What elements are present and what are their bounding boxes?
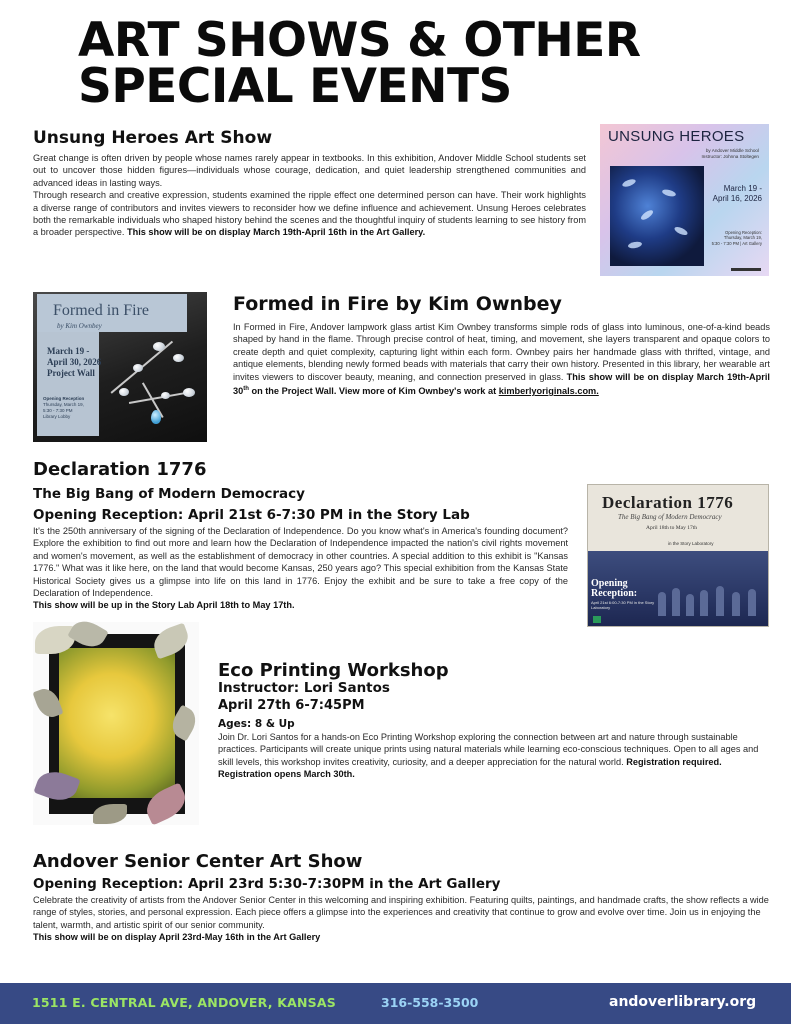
senior-center-display-note: This show will be on display April 23rd-May 16th in the Art Gallery	[33, 932, 321, 943]
poster-byline	[679, 148, 759, 160]
poster-byline-1: by Andover Middle School	[705, 148, 759, 153]
poster-title: Declaration 1776	[602, 493, 734, 512]
eco-printing-instructor: Instructor: Lori Santos	[218, 680, 390, 696]
poster-opening	[591, 579, 637, 599]
formed-in-fire-description	[233, 321, 770, 398]
poster-reception-3: 5:30 - 7:30 PM | Art Gallery	[711, 240, 762, 246]
senior-center-body: Celebrate the creativity of artists from the Andover Senior Center in this welcoming and inspiring exhibition. Featuring quilts, paintings, and handmade crafts, the show reflects a wide range of styles, stories, and personal expression. Each piece offers a glimpse into the experiences and creativity that continue to grow and evolve over time. Join us in enjoying the talent, warmth, and artistic spirit of our senior community.	[33, 895, 769, 930]
eco-printing-artwork	[33, 622, 199, 825]
footer-phone[interactable]: 316-558-3500	[381, 995, 479, 1010]
footer-bar	[0, 983, 791, 1024]
poster-reception-title: Opening Reception	[43, 396, 85, 401]
pearl-bead	[153, 342, 165, 351]
poster-logo	[593, 616, 601, 623]
poster-opening-1: Opening	[591, 578, 628, 589]
eco-printing-body: Join Dr. Lori Santos for a hands-on Eco Printing Workshop exploring the connection between art and nature through sustainable practices. Participants will create unique prints using natural materials while learning eco-conscious techniques. Open to all ages and skill levels, this workshop invites creativity, curiosity, and a deeper appreciation for the natural world.	[218, 732, 759, 767]
declaration-poster	[587, 484, 769, 627]
poster-date-2: April 16, 2026	[712, 194, 762, 203]
display-note-text-2: on the Project Wall. View more of Kim Ownbey's work at	[248, 386, 499, 397]
poster-date-1: March 19 -	[47, 346, 90, 356]
declaration-subtitle: The Big Bang of Modern Democracy	[33, 486, 305, 502]
artwork-print	[59, 648, 175, 798]
poster-dates	[712, 184, 762, 204]
poster-reception	[710, 230, 762, 246]
senior-center-title: Andover Senior Center Art Show	[33, 851, 363, 872]
eco-printing-ages: Ages: 8 & Up	[218, 718, 295, 730]
eco-printing-title: Eco Printing Workshop	[218, 660, 449, 681]
poster-logo	[731, 268, 761, 271]
poster-location: in the Story Laboratory	[668, 541, 714, 546]
headline-line-1: ART SHOWS & OTHER	[78, 13, 641, 68]
unsung-heroes-description	[33, 152, 586, 239]
senior-center-reception: Opening Reception: April 23rd 5:30-7:30PM in the Art Gallery	[33, 876, 501, 892]
unsung-heroes-display-note: This show will be on display March 19th-April 16th in the Art Gallery.	[126, 227, 426, 238]
declaration-description	[33, 525, 568, 612]
footer-website-link[interactable]: andoverlibrary.org	[609, 994, 757, 1010]
footer-address: 1511 E. CENTRAL AVE, ANDOVER, KANSAS	[32, 995, 336, 1010]
pearl-bead	[161, 392, 170, 399]
poster-dates: April 18th to May 17th	[646, 525, 698, 531]
poster-reception-2: Thursday, March 19,	[723, 235, 762, 241]
headline-line-2: SPECIAL EVENTS	[78, 59, 512, 114]
poster-reception-2: 5:30 - 7:30 PM	[43, 408, 73, 413]
poster-byline-2: Instructor: Johnna Stoltegen	[701, 154, 759, 159]
display-note-sup: th	[243, 386, 249, 393]
pearl-bead	[119, 388, 129, 396]
formed-in-fire-poster	[33, 292, 207, 442]
pearl-bead	[133, 364, 143, 372]
poster-subtitle: The Big Bang of Modern Democracy	[618, 513, 722, 521]
poster-reception-1: Thursday, March 19,	[43, 402, 84, 407]
declaration-body: It's the 250th anniversary of the signing of the Declaration of Independence. Do you know what's in America's founding document? Explore the exhibition to find out more and learn how the Declaration of Independence impacted the nation's civil rights movement and women's movement, as well as the establishment of democracy in other countries. A special addition to this exhibit is "Kansas 1776." What was it like here, on the land that would become Kansas, 250 years ago? This special exhibition from the Kansas State Historical Society gives us a glimpse into life on this land in 1776. Enjoy the exhibit and be sure to take a free copy of the Declaration of Independence.	[33, 526, 568, 599]
poster-title: UNSUNG HEROES	[608, 128, 745, 145]
blue-glass-drop	[151, 410, 161, 424]
display-note-text: This show will be on display March 19th-April 30	[233, 371, 770, 397]
declaration-display-note: This show will be up in the Story Lab April 18th to May 17th.	[33, 600, 295, 611]
poster-title: Formed in Fire	[53, 302, 149, 319]
formed-in-fire-body: In Formed in Fire, Andover lampwork glass artist Kim Ownbey transforms simple rods of glass into luminous, one-of-a-kind beads shaped by hand in the flame. Through precise control of heat, timing, and movement, she layers transparent and opaque colors to create depth and quiet complexity, capturing light within each form. Ownbey pairs her handmade glass with thrifted, vintage, and antique elements, blending newly formed beads with materials that carry their own history. Presented in this library, her wearable art invites viewers to discover beauty, meaning, and connection preserved in glass.	[233, 322, 770, 382]
unsung-heroes-title: Unsung Heroes Art Show	[33, 128, 273, 148]
page-headline	[78, 13, 718, 114]
unsung-heroes-poster	[600, 124, 769, 276]
poster-reception-1: Opening Reception:	[724, 230, 762, 235]
poster-opening-detail: April 21st 6:00-7:30 PM in the Story Laboratory	[591, 600, 655, 610]
senior-center-description	[33, 894, 770, 944]
poster-dates	[47, 346, 101, 379]
declaration-reception: Opening Reception: April 21st 6-7:30 PM in the Story Lab	[33, 507, 470, 523]
poster-reception-3: Library Lobby	[43, 414, 71, 419]
poster-opening-2: Reception:	[591, 588, 638, 599]
poster-date-1: March 19 -	[723, 184, 762, 193]
declaration-title: Declaration 1776	[33, 459, 207, 480]
pearl-bead	[183, 388, 195, 397]
pearl-bead	[173, 354, 184, 362]
unsung-heroes-para-2: Through research and creative expression, students examined the ripple effect one determined person can have. Their work highlights a diverse range of contributors and invites viewers to reconsider how we define influence and achievement. Unsung Heroes celebrates both the remarkable individuals who shaped history behind the scenes and the thoughtful inquiry of students learning to see history from a broader perspective.	[33, 190, 586, 238]
poster-date-3: Project Wall	[47, 368, 95, 378]
kimberly-originals-link[interactable]: kimberlyoriginals.com.	[498, 386, 599, 397]
eco-printing-date: April 27th 6-7:45PM	[218, 698, 365, 713]
poster-reception	[43, 396, 95, 420]
formed-in-fire-title: Formed in Fire by Kim Ownbey	[233, 293, 562, 315]
eco-printing-registration: Registration required. Registration opens March 30th.	[218, 756, 722, 780]
poster-date-2: April 30, 2026	[47, 357, 102, 367]
unsung-heroes-para-1: Great change is often driven by people whose names rarely appear in textbooks. In this exhibition, Andover Middle School students set out to uncover those hidden figures—individuals whose courage, dedication, and quiet leadership strengthened communities and advanced ideas in lasting ways.	[33, 153, 586, 188]
eco-printing-description	[218, 731, 770, 781]
poster-artwork	[610, 166, 704, 266]
poster-byline: by Kim Ownbey	[57, 322, 102, 330]
